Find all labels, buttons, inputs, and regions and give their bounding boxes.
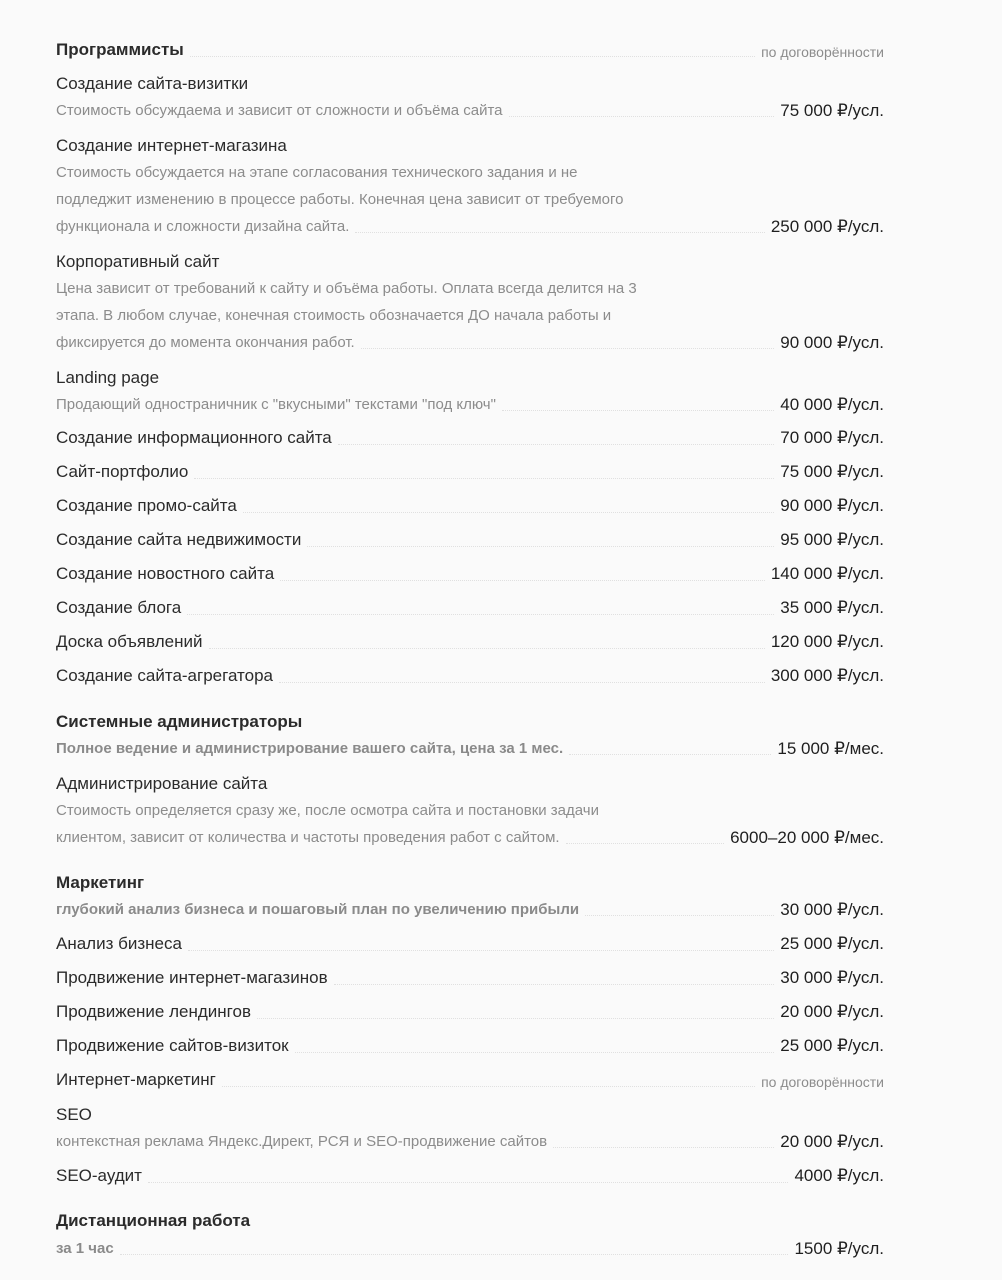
item-price: 250 000 ₽/усл. xyxy=(770,216,884,236)
leader-dots xyxy=(209,647,765,649)
leader-dots xyxy=(190,55,755,57)
item-desc-row xyxy=(56,824,884,851)
section-price: 15 000 ₽/мес. xyxy=(777,738,884,758)
leader-dots xyxy=(585,914,774,916)
section-subtitle: Полное ведение и администрирование вашего сайта, цена за 1 мес. xyxy=(56,740,564,757)
section-subtitle-row xyxy=(56,896,884,923)
item-title: SEO-аудит xyxy=(56,1166,142,1185)
item-price: 20 000 ₽/усл. xyxy=(780,1131,884,1151)
item-desc-row xyxy=(56,391,884,418)
leader-dots xyxy=(194,477,774,479)
list-item xyxy=(56,1070,884,1090)
item-title: Продвижение лендингов xyxy=(56,1002,251,1021)
item-desc: Стоимость обсуждается на этапе согласования технического задания и не xyxy=(56,164,578,181)
item-desc: Продающий одностраничник с "вкусными" текстами "под ключ" xyxy=(56,396,496,413)
item-price: 90 000 ₽/усл. xyxy=(780,496,884,515)
leader-dots xyxy=(295,1051,775,1053)
item-title: Анализ бизнеса xyxy=(56,934,182,953)
leader-dots xyxy=(338,443,775,445)
list-item xyxy=(56,530,884,550)
item-title: Интернет-маркетинг xyxy=(56,1070,216,1089)
item-price: 25 000 ₽/усл. xyxy=(780,934,884,953)
item-title: Продвижение интернет-магазинов xyxy=(56,968,328,987)
item-desc: контекстная реклама Яндекс.Директ, РСЯ и SEO-продвижение сайтов xyxy=(56,1133,548,1150)
leader-dots xyxy=(120,1253,789,1255)
item-desc: фиксируется до момента окончания работ. xyxy=(56,334,355,351)
leader-dots xyxy=(187,613,774,615)
leader-dots xyxy=(566,842,725,844)
price-note: по договорённости xyxy=(761,1074,884,1090)
item-title: Создание блога xyxy=(56,598,182,617)
item-title: Создание интернет-магазина xyxy=(56,136,287,155)
item-price: 140 000 ₽/усл. xyxy=(770,564,884,583)
section-subtitle-row xyxy=(56,1235,884,1262)
item-desc: этапа. В любом случае, конечная стоимость обозначается ДО начала работы и xyxy=(56,307,612,324)
item-price: 75 000 ₽/усл. xyxy=(780,100,884,120)
item-title: Создание информационного сайта xyxy=(56,428,332,447)
leader-dots xyxy=(243,511,774,513)
item-title: Создание сайта-агрегатора xyxy=(56,666,273,685)
price-note: по договорённости xyxy=(761,44,884,60)
item-price: 4000 ₽/усл. xyxy=(794,1166,884,1185)
list-item xyxy=(56,1166,884,1186)
section-subtitle-row xyxy=(56,735,884,762)
item-desc: Стоимость определяется сразу же, после осмотра сайта и постановки задачи xyxy=(56,802,599,819)
item-desc-row xyxy=(56,213,884,240)
leader-dots xyxy=(361,347,775,349)
list-item xyxy=(56,428,884,448)
list-item xyxy=(56,1002,884,1022)
item-title: Доска объявлений xyxy=(56,632,203,651)
list-item xyxy=(56,934,884,954)
leader-dots xyxy=(509,115,775,117)
item-title: Создание новостного сайта xyxy=(56,564,275,583)
leader-dots xyxy=(280,579,765,581)
item-price: 35 000 ₽/усл. xyxy=(780,598,884,617)
item-price: 75 000 ₽/усл. xyxy=(780,462,884,481)
leader-dots xyxy=(188,949,774,951)
item-price: 90 000 ₽/усл. xyxy=(780,332,884,352)
leader-dots xyxy=(502,409,774,411)
item-title: Корпоративный сайт xyxy=(56,252,220,271)
leader-dots xyxy=(355,231,764,233)
item-price: 95 000 ₽/усл. xyxy=(780,530,884,549)
item-desc: функционала и сложности дизайна сайта. xyxy=(56,218,350,235)
section-title: Программисты xyxy=(56,40,184,59)
item-desc-row xyxy=(56,97,884,124)
item-price: 25 000 ₽/усл. xyxy=(780,1036,884,1055)
leader-dots xyxy=(279,681,765,683)
list-item xyxy=(56,462,884,482)
section-title: Системные администраторы xyxy=(56,712,303,731)
leader-dots xyxy=(307,545,774,547)
item-desc: Стоимость обсуждаема и зависит от сложности и объёма сайта xyxy=(56,102,503,119)
item-title: Создание сайта-визитки xyxy=(56,74,249,93)
list-item xyxy=(56,1036,884,1056)
item-title: Администрирование сайта xyxy=(56,774,268,793)
item-title: SEO xyxy=(56,1105,92,1124)
leader-dots xyxy=(257,1017,774,1019)
item-price: 70 000 ₽/усл. xyxy=(780,428,884,447)
item-price: 20 000 ₽/усл. xyxy=(780,1002,884,1021)
section-title: Дистанционная работа xyxy=(56,1211,251,1230)
section-header-programmers xyxy=(56,40,884,60)
item-desc: клиентом, зависит от количества и частоты проведения работ с сайтом. xyxy=(56,829,560,846)
item-price: 6000–20 000 ₽/мес. xyxy=(730,827,884,847)
section-price: 1500 ₽/усл. xyxy=(794,1238,884,1258)
section-subtitle: глубокий анализ бизнеса и пошаговый план по увеличению прибыли xyxy=(56,901,580,918)
list-item xyxy=(56,968,884,988)
item-title: Landing page xyxy=(56,368,160,387)
item-desc: Цена зависит от требований к сайту и объёма работы. Оплата всегда делится на 3 xyxy=(56,280,637,297)
list-item xyxy=(56,598,884,618)
item-title: Сайт-портфолио xyxy=(56,462,189,481)
list-item xyxy=(56,496,884,516)
item-price: 300 000 ₽/усл. xyxy=(770,666,884,685)
item-price: 120 000 ₽/усл. xyxy=(770,632,884,651)
item-desc-row xyxy=(56,329,884,356)
leader-dots xyxy=(553,1146,774,1148)
leader-dots xyxy=(569,753,771,755)
item-title: Создание сайта недвижимости xyxy=(56,530,302,549)
list-item xyxy=(56,666,884,686)
list-item xyxy=(56,632,884,652)
item-title: Продвижение сайтов-визиток xyxy=(56,1036,289,1055)
leader-dots xyxy=(148,1181,788,1183)
item-desc-row xyxy=(56,1128,884,1155)
section-title: Маркетинг xyxy=(56,873,145,892)
item-desc: подледжит изменению в процессе работы. Конечная цена зависит от требуемого xyxy=(56,191,624,208)
section-price: 30 000 ₽/усл. xyxy=(780,899,884,919)
item-price: 30 000 ₽/усл. xyxy=(780,968,884,987)
item-title: Создание промо-сайта xyxy=(56,496,237,515)
item-price: 40 000 ₽/усл. xyxy=(780,394,884,414)
list-item xyxy=(56,564,884,584)
section-subtitle: за 1 час xyxy=(56,1240,114,1257)
leader-dots xyxy=(334,983,775,985)
leader-dots xyxy=(222,1085,755,1087)
